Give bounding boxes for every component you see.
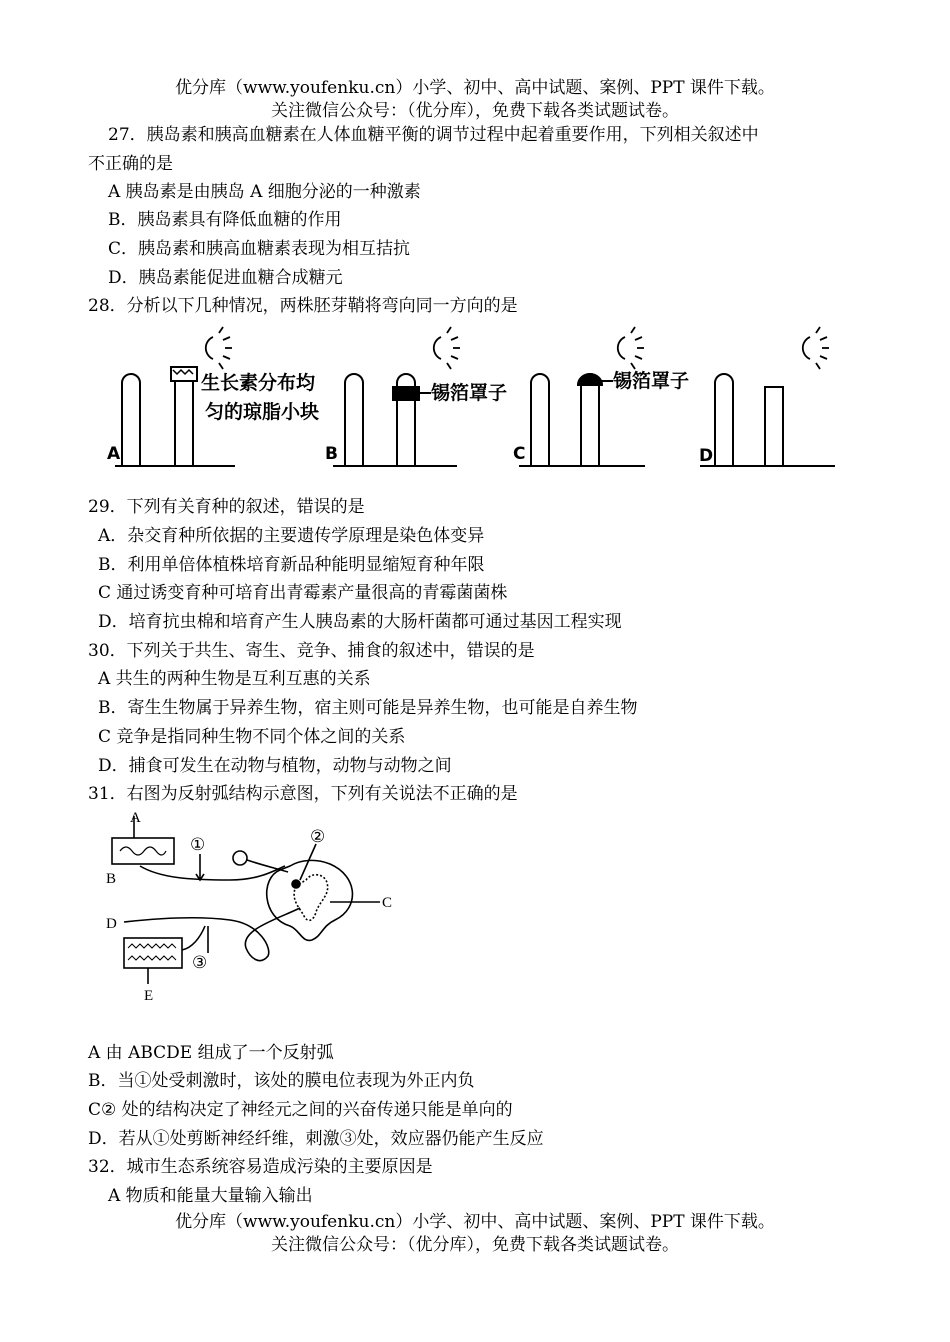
- footer-line-1: 优分库（www.youfenku.cn）小学、初中、高中试题、案例、PPT 课件下载。: [175, 1212, 775, 1232]
- q29-option-d: D．培育抗虫棉和培育产生人胰岛素的大肠杆菌都可通过基因工程实现: [98, 612, 622, 632]
- panel-d: [700, 327, 835, 466]
- q32-option-a: A 物质和能量大量输入输出: [108, 1186, 313, 1206]
- sun-icon: [434, 327, 460, 369]
- label-d: D: [106, 916, 117, 932]
- coleoptile-left: [122, 374, 140, 466]
- receptor-texture: [120, 847, 166, 855]
- q29-option-b: B．利用单倍体植株培育新品种能明显缩短育种年限: [98, 555, 485, 575]
- q28-stem: 28．分析以下几种情况，两株胚芽鞘将弯向同一方向的是: [88, 296, 518, 316]
- foil-cap: [393, 387, 419, 400]
- reflex-arc-figure: [100, 808, 420, 1008]
- label-e: E: [144, 988, 154, 1004]
- label-c: C: [382, 895, 393, 911]
- coleoptile-right-cut: [175, 375, 193, 466]
- receptor-box: [112, 838, 174, 864]
- q29-stem: 29．下列有关育种的叙述，错误的是: [88, 497, 365, 517]
- sun-icon: [206, 327, 232, 369]
- effector-box: [124, 938, 182, 968]
- efferent-end: [182, 926, 205, 950]
- label-b: B: [106, 871, 117, 887]
- header-line-2: 关注微信公众号：（优分库），免费下载各类试题试卷。: [271, 101, 679, 121]
- coleoptile-left: [345, 374, 363, 466]
- marker-3: ③: [192, 953, 208, 973]
- q27-stem-cont: 不正确的是: [88, 154, 173, 174]
- foil-label-b: 锡箔罩子: [431, 382, 508, 404]
- panel-label-d: D: [699, 446, 714, 466]
- q27-stem: 27．胰岛素和胰高血糖素在人体血糖平衡的调节过程中起着重要作用，下列相关叙述中: [108, 125, 759, 145]
- label-a: A: [130, 810, 141, 826]
- panel-label-b: B: [325, 444, 338, 464]
- sun-icon: [618, 327, 644, 369]
- footer-line-2: 关注微信公众号：（优分库），免费下载各类试题试卷。: [271, 1235, 679, 1255]
- sun-icon: [803, 327, 829, 369]
- q29-option-c: C 通过诱变育种可培育出青霉素产量很高的青霉菌菌株: [98, 583, 508, 603]
- q30-option-d: D．捕食可发生在动物与植物，动物与动物之间: [98, 756, 452, 776]
- marker-1: ①: [190, 835, 206, 855]
- q32-stem: 32．城市生态系统容易造成污染的主要原因是: [88, 1157, 433, 1177]
- panel-label-c: C: [513, 444, 526, 464]
- interneuron: [292, 880, 300, 888]
- effector-texture: [128, 944, 176, 960]
- afferent-nerve-2: [247, 860, 288, 872]
- q27-option-b: B．胰岛素具有降低血糖的作用: [108, 210, 342, 230]
- q31-option-d: D．若从①处剪断神经纤维，刺激③处，效应器仍能产生反应: [88, 1129, 544, 1149]
- coleoptile-left: [715, 374, 733, 466]
- panel-a: [115, 327, 235, 466]
- coleoptile-right: [581, 374, 599, 466]
- q31-stem: 31．右图为反射弧结构示意图，下列有关说法不正确的是: [88, 784, 518, 804]
- q30-option-a: A 共生的两种生物是互利互惠的关系: [98, 669, 371, 689]
- coleoptile-figure: [95, 325, 855, 475]
- q30-stem: 30．下列关于共生、寄生、竞争、捕食的叙述中，错误的是: [88, 641, 535, 661]
- marker-2: ②: [310, 827, 326, 847]
- q29-option-a: A．杂交育种所依据的主要遗传学原理是染色体变异: [98, 526, 485, 546]
- spinal-cord: [267, 860, 353, 940]
- q31-option-b: B．当①处受刺激时，该处的膜电位表现为外正内负: [88, 1071, 475, 1091]
- ganglion: [233, 851, 247, 865]
- q27-option-a: A 胰岛素是由胰岛 A 细胞分泌的一种激素: [108, 182, 421, 202]
- panel-c: [519, 327, 645, 466]
- agar-label-line1: 生长素分布均: [201, 372, 316, 394]
- foil-cap: [578, 374, 602, 385]
- coleoptile-right-cut: [765, 387, 783, 466]
- afferent-nerve: [140, 866, 285, 880]
- q31-option-c: C② 处的结构决定了神经元之间的兴奋传递只能是单向的: [88, 1100, 513, 1120]
- q31-option-a: A 由 ABCDE 组成了一个反射弧: [88, 1043, 334, 1063]
- q27-option-d: D．胰岛素能促进血糖合成糖元: [108, 268, 343, 288]
- coleoptile-left: [531, 374, 549, 466]
- panel-label-a: A: [107, 444, 121, 464]
- foil-label-c: 锡箔罩子: [613, 370, 690, 392]
- header-line-1: 优分库（www.youfenku.cn）小学、初中、高中试题、案例、PPT 课件下载。: [175, 78, 775, 98]
- q30-option-c: C 竞争是指同种生物不同个体之间的关系: [98, 727, 406, 747]
- q30-option-b: B．寄生生物属于异养生物，宿主则可能是异养生物，也可能是自养生物: [98, 698, 638, 718]
- q27-option-c: C．胰岛素和胰高血糖素表现为相互拮抗: [108, 239, 411, 259]
- agar-label-line2: 匀的琼脂小块: [205, 401, 320, 423]
